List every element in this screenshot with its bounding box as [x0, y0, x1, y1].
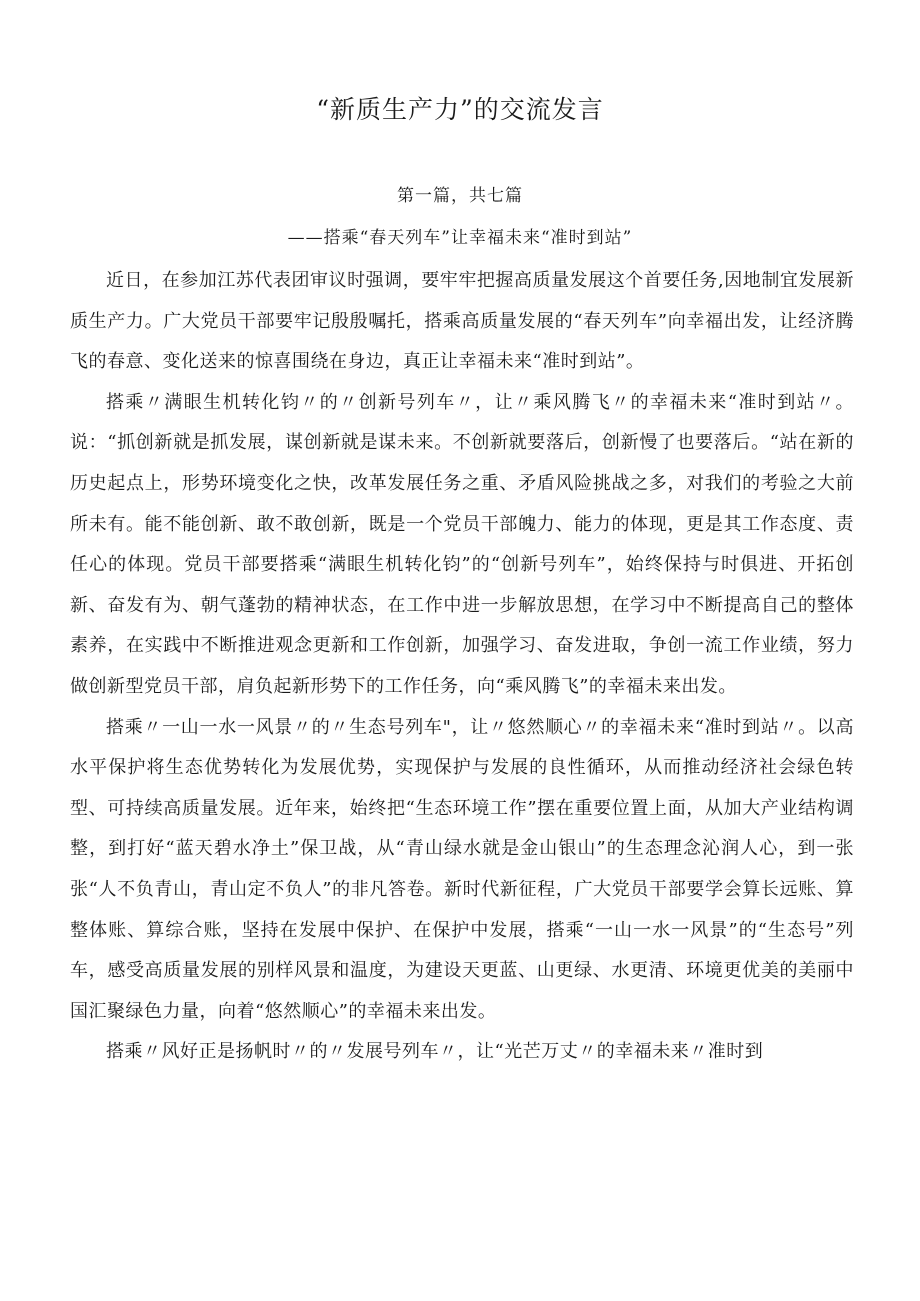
document-title: “新质生产力”的交流发言 — [316, 95, 604, 124]
paragraph: 搭乘〃风好正是扬帆时〃的〃发展号列车〃，让“光芒万丈〃的幸福未来〃准时到 — [106, 1041, 764, 1063]
document-body — [70, 261, 854, 1073]
paragraph: 搭乘〃一山一水一风景〃的〃生态号列车"，让〃悠然顺心〃的幸福未来“准时到站〃。以高水平保护将生态优势转化为发展优势，实现保护与发展的良性循环，从而推动经济社会绿色转型、可持续高质量发展。近年来，始终把“生态环境工作”摆在重要位置上面，从加大产业结构调整，到打好“蓝天碧水净土”保卫战，从“青山绿水就是金山银山”的生态理念沁润人心，到一张张“人不负青山，青山定不负人”的非凡答卷。新时代新征程，广大党员干部要学会算长远账、算整体账、算综合账，坚持在发展中保护、在保护中发展，搭乘“一山一水一风景”的“生态号”列车，感受高质量发展的别样风景和温度，为建设天更蓝、山更绿、水更清、环境更优美的美丽中国汇聚绿色力量，向着“悠然顺心”的幸福未来出发。 — [70, 716, 854, 1022]
paragraph: 近日，在参加江苏代表团审议时强调，要牢牢把握高质量发展这个首要任务,因地制宜发展新质生产力。广大党员干部要牢记殷殷嘱托，搭乘高质量发展的“春天列车”向幸福出发，让经济腾飞的春意、变化送来的惊喜围绕在身边，真正让幸福未来“准时到站”。 — [70, 270, 854, 373]
document-subtitle: ——搭乘“春天列车”让幸福未来“准时到站” — [287, 228, 633, 248]
part-label: 第一篇，共七篇 — [397, 186, 523, 206]
paragraph: 搭乘〃满眼生机转化钧〃的〃创新号列车〃，让〃乘风腾飞〃的幸福未来“准时到站〃。说：“抓创新就是抓发展，谋创新就是谋未来。不创新就要落后，创新慢了也要落后。“站在新的历史起点上，形势环境变化之快，改革发展任务之重、矛盾风险挑战之多，对我们的考验之大前所未有。能不能创新、敢不敢创新，既是一个党员干部魄力、能力的体现，更是其工作态度、责任心的体现。党员干部要搭乘“满眼生机转化钧”的“创新号列车”，始终保持与时俱进、开拓创新、奋发有为、朝气蓬勃的精神状态，在工作中进一步解放思想，在学习中不断提高自己的整体素养，在实践中不断推进观念更新和工作创新，加强学习、奋发进取，争创一流工作业绩，努力做创新型党员干部，肩负起新形势下的工作任务，向“乘风腾飞”的幸福未来出发。 — [70, 391, 854, 697]
